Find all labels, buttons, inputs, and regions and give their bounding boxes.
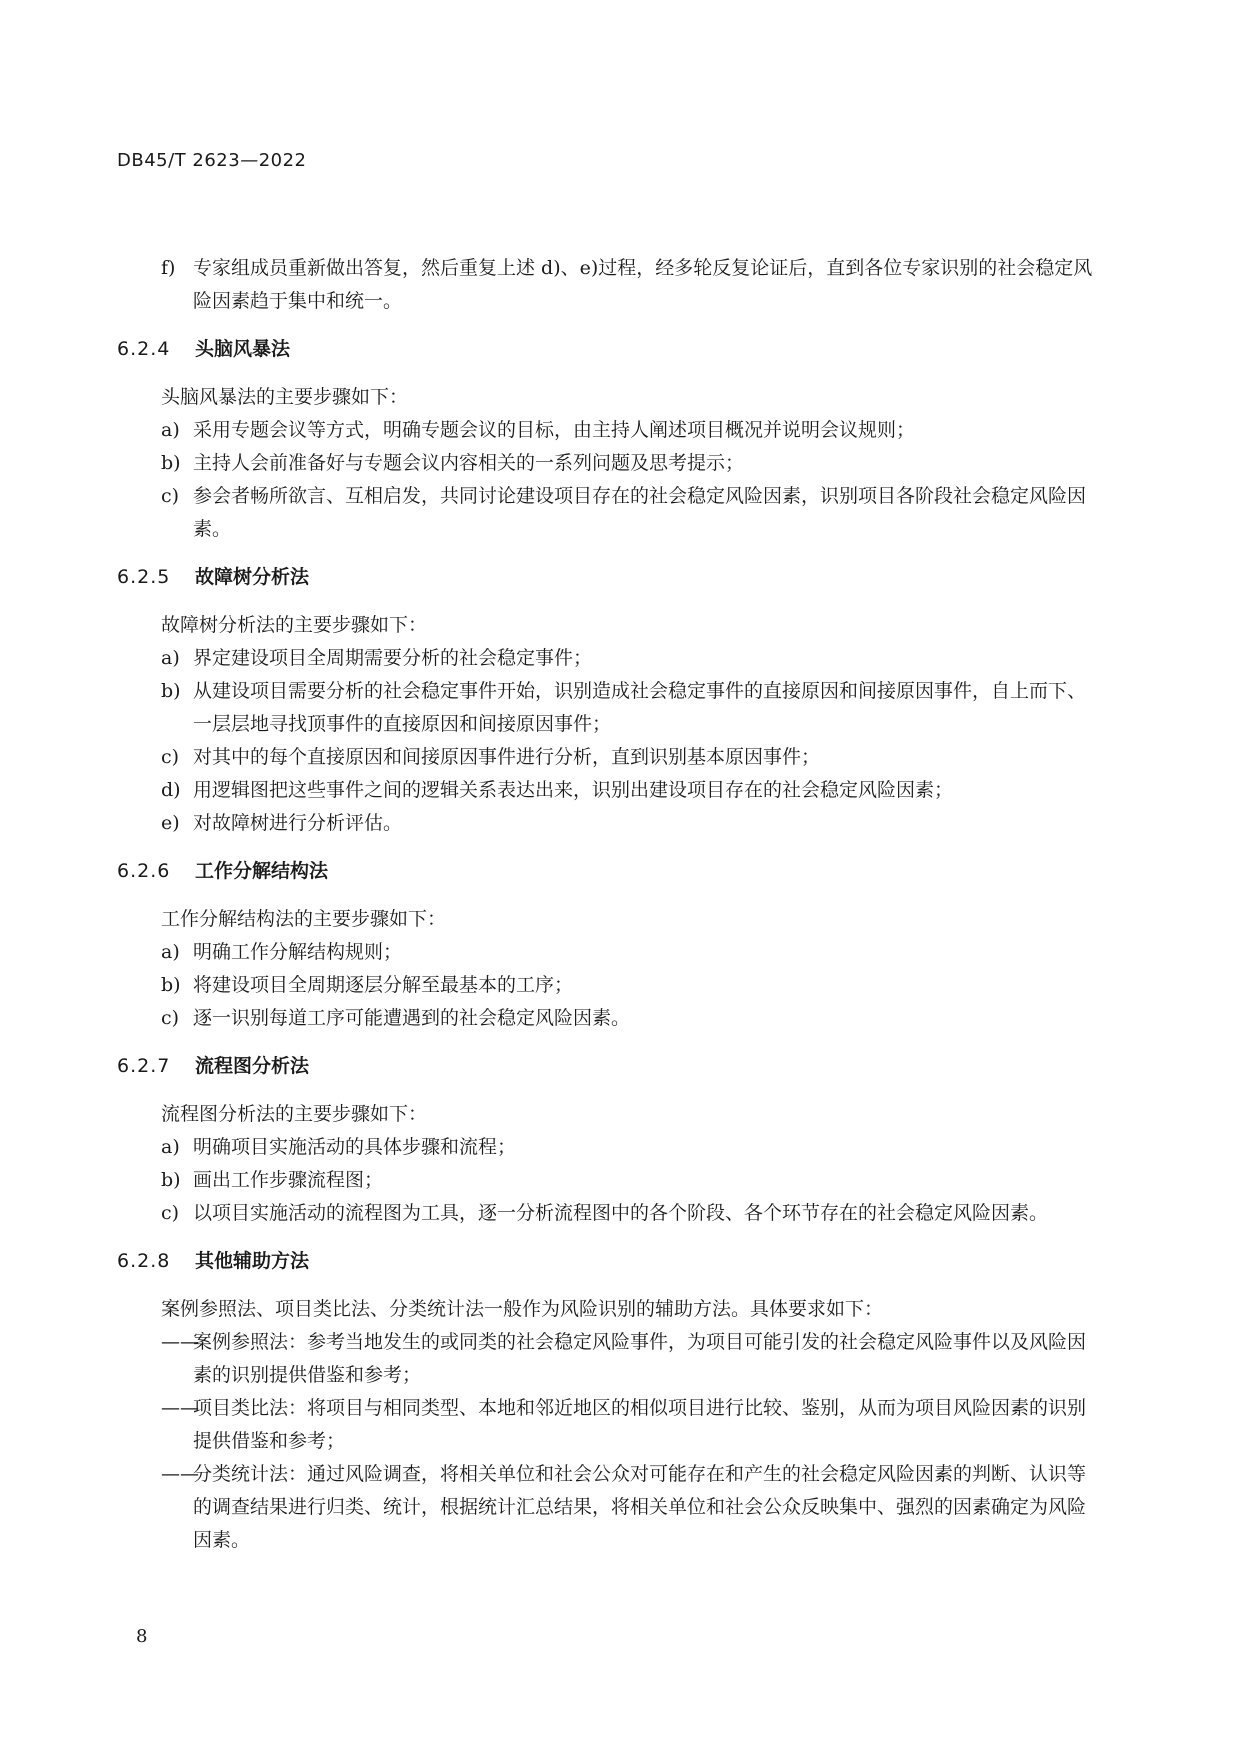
document-body [117,252,1097,1557]
list-text: 分类统计法：通过风险调查，将相关单位和社会公众对可能存在和产生的社会稳定风险因素的判断、认识等的调查结果进行归类、统计，根据统计汇总结果，将相关单位和社会公众反映集中、强烈的因素确定为风险因素。 [193,1463,1087,1551]
list-marker: —— [161,1463,199,1485]
list-marker: b) [161,680,181,702]
section-title: 其他辅助方法 [195,1250,310,1272]
section-number: 6.2.5 [117,566,171,588]
list-item [117,1002,1097,1035]
list-text: 专家组成员重新做出答复，然后重复上述 d)、e)过程，经多轮反复论证后，直到各位专家识别的社会稳定风险因素趋于集中和统一。 [193,257,1093,312]
list-text: 采用专题会议等方式，明确专题会议的目标，由主持人阐述项目概况并说明会议规则； [193,419,916,441]
section-number: 6.2.7 [117,1055,171,1077]
list-text: 参会者畅所欲言、互相启发，共同讨论建设项目存在的社会稳定风险因素，识别项目各阶段社会稳定风险因素。 [193,485,1087,540]
list-item [117,447,1097,480]
list-item [117,675,1097,741]
list-item [117,807,1097,840]
section-intro: 工作分解结构法的主要步骤如下： [161,908,447,930]
list-marker: e) [161,812,180,834]
list-marker: b) [161,974,181,996]
list-item [117,1458,1097,1557]
list-item [117,1326,1097,1392]
section-title: 流程图分析法 [195,1055,310,1077]
list-marker: a) [161,941,180,963]
section-number: 6.2.6 [117,860,171,882]
section-heading [117,333,1097,366]
list-text: 逐一识别每道工序可能遭遇到的社会稳定风险因素。 [193,1007,631,1029]
list-marker: b) [161,452,181,474]
list-item [117,1131,1097,1164]
list-item [117,1392,1097,1458]
list-marker: —— [161,1331,199,1353]
document-header-code: DB45/T 2623—2022 [117,150,307,171]
list-marker: c) [161,746,180,768]
section-title: 头脑风暴法 [195,338,291,360]
section-heading [117,855,1097,888]
list-marker: c) [161,1202,180,1224]
section-intro: 头脑风暴法的主要步骤如下： [161,386,409,408]
list-marker: —— [161,1397,199,1419]
list-marker: f) [161,257,176,279]
list-item [117,252,1097,318]
list-text: 从建设项目需要分析的社会稳定事件开始，识别造成社会稳定事件的直接原因和间接原因事件，自上而下、一层层地寻找顶事件的直接原因和间接原因事件； [193,680,1087,735]
list-text: 主持人会前准备好与专题会议内容相关的一系列问题及思考提示； [193,452,745,474]
list-marker: b) [161,1169,181,1191]
list-marker: a) [161,1136,180,1158]
list-marker: c) [161,485,180,507]
section-intro: 流程图分析法的主要步骤如下： [161,1103,428,1125]
section-title: 故障树分析法 [195,566,310,588]
section-title: 工作分解结构法 [195,860,329,882]
list-marker: d) [161,779,181,801]
list-item [117,1197,1097,1230]
list-item [117,969,1097,1002]
list-item [117,642,1097,675]
list-text: 明确项目实施活动的具体步骤和流程； [193,1136,517,1158]
list-item [117,414,1097,447]
section-number: 6.2.8 [117,1250,171,1272]
list-item [117,480,1097,546]
list-text: 明确工作分解结构规则； [193,941,403,963]
section-heading [117,1245,1097,1278]
list-item [117,741,1097,774]
list-text: 界定建设项目全周期需要分析的社会稳定事件； [193,647,593,669]
list-text: 对故障树进行分析评估。 [193,812,403,834]
section-heading [117,561,1097,594]
list-item [117,774,1097,807]
section-intro: 案例参照法、项目类比法、分类统计法一般作为风险识别的辅助方法。具体要求如下： [161,1298,884,1320]
list-text: 以项目实施活动的流程图为工具，逐一分析流程图中的各个阶段、各个环节存在的社会稳定风险因素。 [193,1202,1049,1224]
list-marker: c) [161,1007,180,1029]
list-text: 案例参照法：参考当地发生的或同类的社会稳定风险事件，为项目可能引发的社会稳定风险事件以及风险因素的识别提供借鉴和参考； [193,1331,1087,1386]
list-text: 项目类比法：将项目与相同类型、本地和邻近地区的相似项目进行比较、鉴别，从而为项目风险因素的识别提供借鉴和参考； [193,1397,1087,1452]
list-marker: a) [161,647,180,669]
list-text: 用逻辑图把这些事件之间的逻辑关系表达出来，识别出建设项目存在的社会稳定风险因素； [193,779,954,801]
list-marker: a) [161,419,180,441]
list-text: 对其中的每个直接原因和间接原因事件进行分析，直到识别基本原因事件； [193,746,821,768]
list-item [117,936,1097,969]
list-item [117,1164,1097,1197]
list-text: 画出工作步骤流程图； [193,1169,384,1191]
list-text: 将建设项目全周期逐层分解至最基本的工序； [193,974,574,996]
section-heading [117,1050,1097,1083]
section-number: 6.2.4 [117,338,171,360]
page-number: 8 [136,1626,148,1647]
section-intro: 故障树分析法的主要步骤如下： [161,614,428,636]
